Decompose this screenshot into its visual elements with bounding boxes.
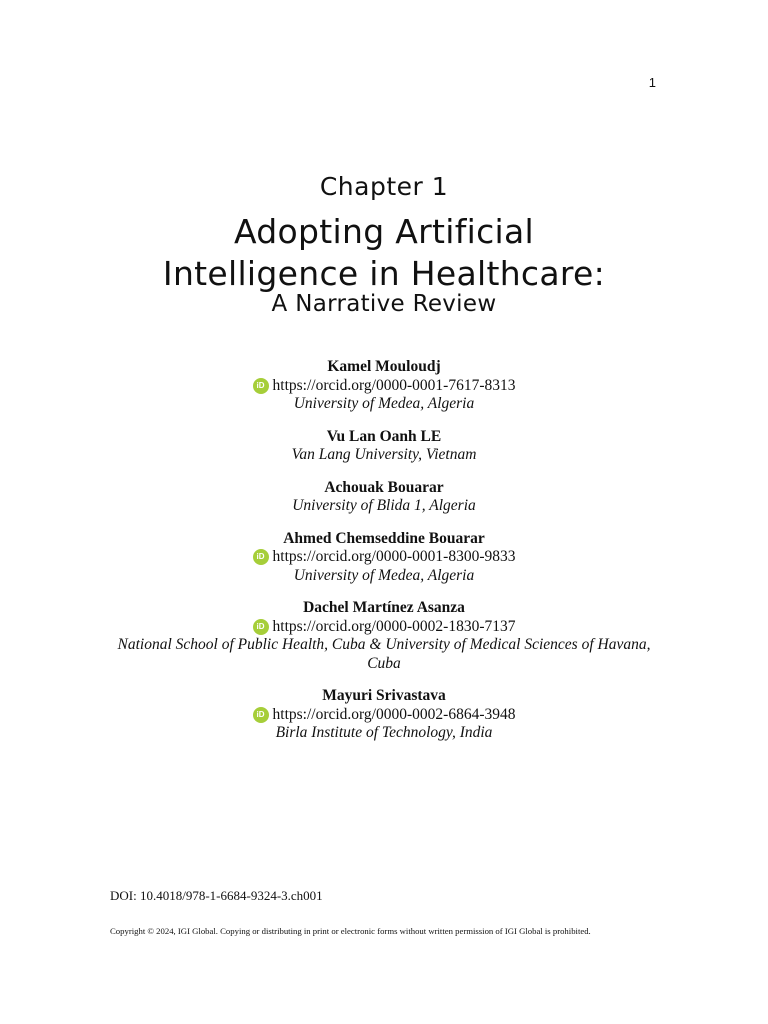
copyright-notice: Copyright © 2024, IGI Global. Copying or distributing in print or electronic forms without written permission of IGI Global is prohibited. xyxy=(110,926,591,936)
orcid-icon: iD xyxy=(253,619,269,635)
author-name: Vu Lan Oanh LE xyxy=(326,427,442,445)
orcid-line xyxy=(110,548,658,567)
orcid-icon: iD xyxy=(253,707,269,723)
doi-line: DOI: 10.4018/978-1-6684-9324-3.ch001 xyxy=(110,888,323,903)
orcid-line xyxy=(110,618,658,637)
orcid-icon: iD xyxy=(253,549,269,565)
orcid-icon: iD xyxy=(253,378,269,394)
orcid-line xyxy=(110,706,658,725)
chapter-subtitle: A Narrative Review xyxy=(271,291,497,317)
author-affiliation: Van Lang University, Vietnam xyxy=(291,446,477,463)
author-name: Dachel Martínez Asanza xyxy=(303,599,465,616)
author-affiliation: National School of Public Health, Cuba & University of Medical Sciences of Havana, Cuba xyxy=(117,636,651,672)
author-list xyxy=(110,358,658,757)
author-affiliation: University of Medea, Algeria xyxy=(293,395,475,412)
author-name: Ahmed Chemseddine Bouarar xyxy=(283,529,485,547)
author-block xyxy=(110,479,658,516)
orcid-link[interactable]: https://orcid.org/0000-0001-8300-9833 xyxy=(272,548,516,565)
author-name: Kamel Mouloudj xyxy=(327,358,441,375)
orcid-link[interactable]: https://orcid.org/0000-0002-6864-3948 xyxy=(272,705,516,723)
chapter-title-line-1: Adopting Artificial xyxy=(234,212,534,251)
orcid-link[interactable]: https://orcid.org/0000-0001-7617-8313 xyxy=(272,376,516,394)
author-name: Mayuri Srivastava xyxy=(322,687,446,704)
chapter-label: Chapter 1 xyxy=(319,172,449,201)
author-name: Achouak Bouarar xyxy=(324,478,444,496)
orcid-link[interactable]: https://orcid.org/0000-0002-1830-7137 xyxy=(272,617,516,635)
author-block xyxy=(110,687,658,743)
author-block xyxy=(110,358,658,414)
author-affiliation: University of Medea, Algeria xyxy=(293,566,475,584)
author-block xyxy=(110,428,658,465)
author-affiliation: University of Blida 1, Algeria xyxy=(292,497,476,514)
orcid-line xyxy=(110,377,658,396)
author-block xyxy=(110,599,658,673)
author-affiliation: Birla Institute of Technology, India xyxy=(275,724,493,741)
page-number: 1 xyxy=(648,75,656,90)
chapter-title-line-2: Intelligence in Healthcare: xyxy=(162,254,606,293)
author-block xyxy=(110,530,658,586)
